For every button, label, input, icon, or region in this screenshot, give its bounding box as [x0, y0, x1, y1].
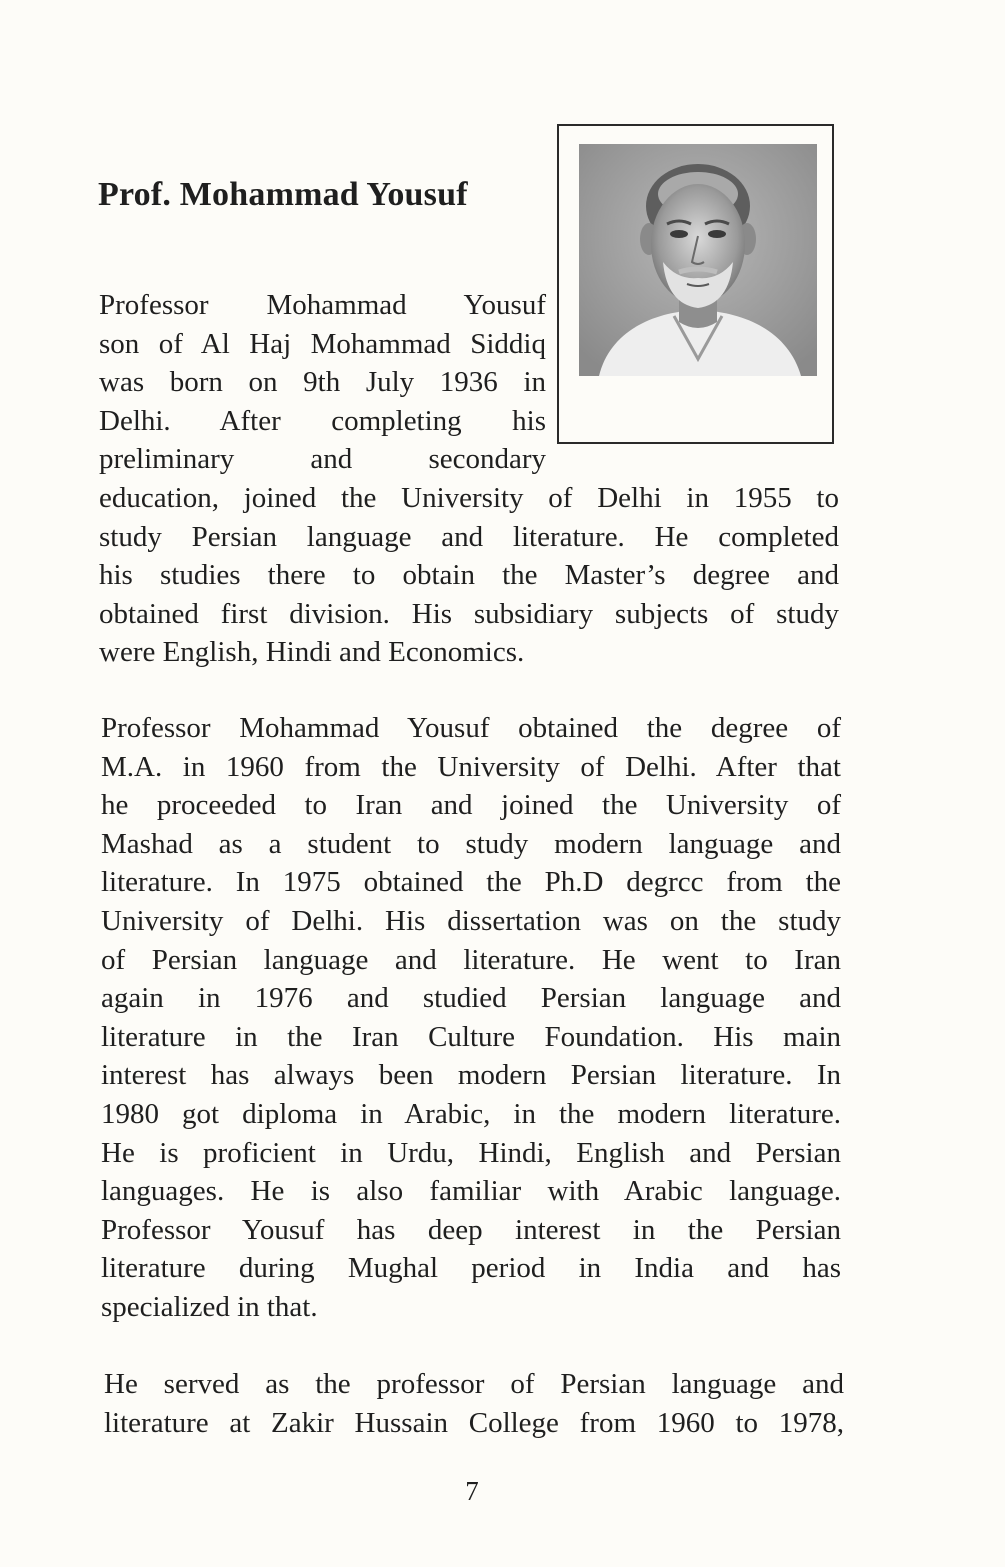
text-line: his studies there to obtain the Master’s degree and — [99, 559, 839, 592]
text-line: he proceeded to Iran and joined the University of — [101, 789, 841, 822]
text-line: literature during Mughal period in India and has — [101, 1252, 841, 1285]
text-line: Professor Mohammad Yousuf obtained the degree of — [101, 712, 841, 744]
text-line: M.A. in 1960 from the University of Delhi. After that — [101, 750, 841, 783]
text-line: literature at Zakir Hussain College from 1960 to 1978, — [104, 1406, 844, 1439]
text-line: study Persian language and literature. He completed — [99, 520, 839, 553]
text-line: Professor Yousuf has deep interest in the Persian — [101, 1213, 841, 1246]
paragraph-biography-intro — [99, 286, 839, 672]
text-line: specialized in that. — [101, 1290, 318, 1323]
text-line: education, joined the University of Delhi in 1955 to — [99, 481, 839, 514]
text-line: of Persian language and literature. He went to Iran — [101, 943, 841, 976]
text-line: Professor Mohammad Yousuf — [99, 289, 546, 321]
text-line: again in 1976 and studied Persian language and — [101, 982, 841, 1015]
page-title: Prof. Mohammad Yousuf — [98, 176, 468, 213]
text-line: literature in the Iran Culture Foundation. His main — [101, 1020, 841, 1053]
text-line: son of Al Haj Mohammad Siddiq — [99, 327, 546, 360]
page-number: 7 — [465, 1476, 479, 1506]
text-line: preliminary and secondary — [99, 443, 546, 476]
text-line: He served as the professor of Persian language and — [104, 1368, 844, 1400]
text-line: Delhi. After completing his — [99, 404, 546, 437]
text-line: languages. He is also familiar with Arabic language. — [101, 1175, 841, 1208]
text-line: obtained first division. His subsidiary subjects of study — [99, 597, 839, 630]
text-line: 1980 got diploma in Arabic, in the modern literature. — [101, 1097, 841, 1130]
text-line: interest has always been modern Persian literature. In — [101, 1059, 841, 1092]
paragraph-career — [104, 1365, 844, 1442]
text-line: was born on 9th July 1936 in — [99, 366, 546, 399]
text-line: He is proficient in Urdu, Hindi, English and Persian — [101, 1136, 841, 1169]
paragraph-education — [101, 709, 841, 1327]
text-line: literature. In 1975 obtained the Ph.D degrcc from the — [101, 866, 841, 899]
text-line: University of Delhi. His dissertation was on the study — [101, 904, 841, 937]
text-line: Mashad as a student to study modern language and — [101, 827, 841, 860]
text-line: were English, Hindi and Economics. — [99, 636, 525, 669]
